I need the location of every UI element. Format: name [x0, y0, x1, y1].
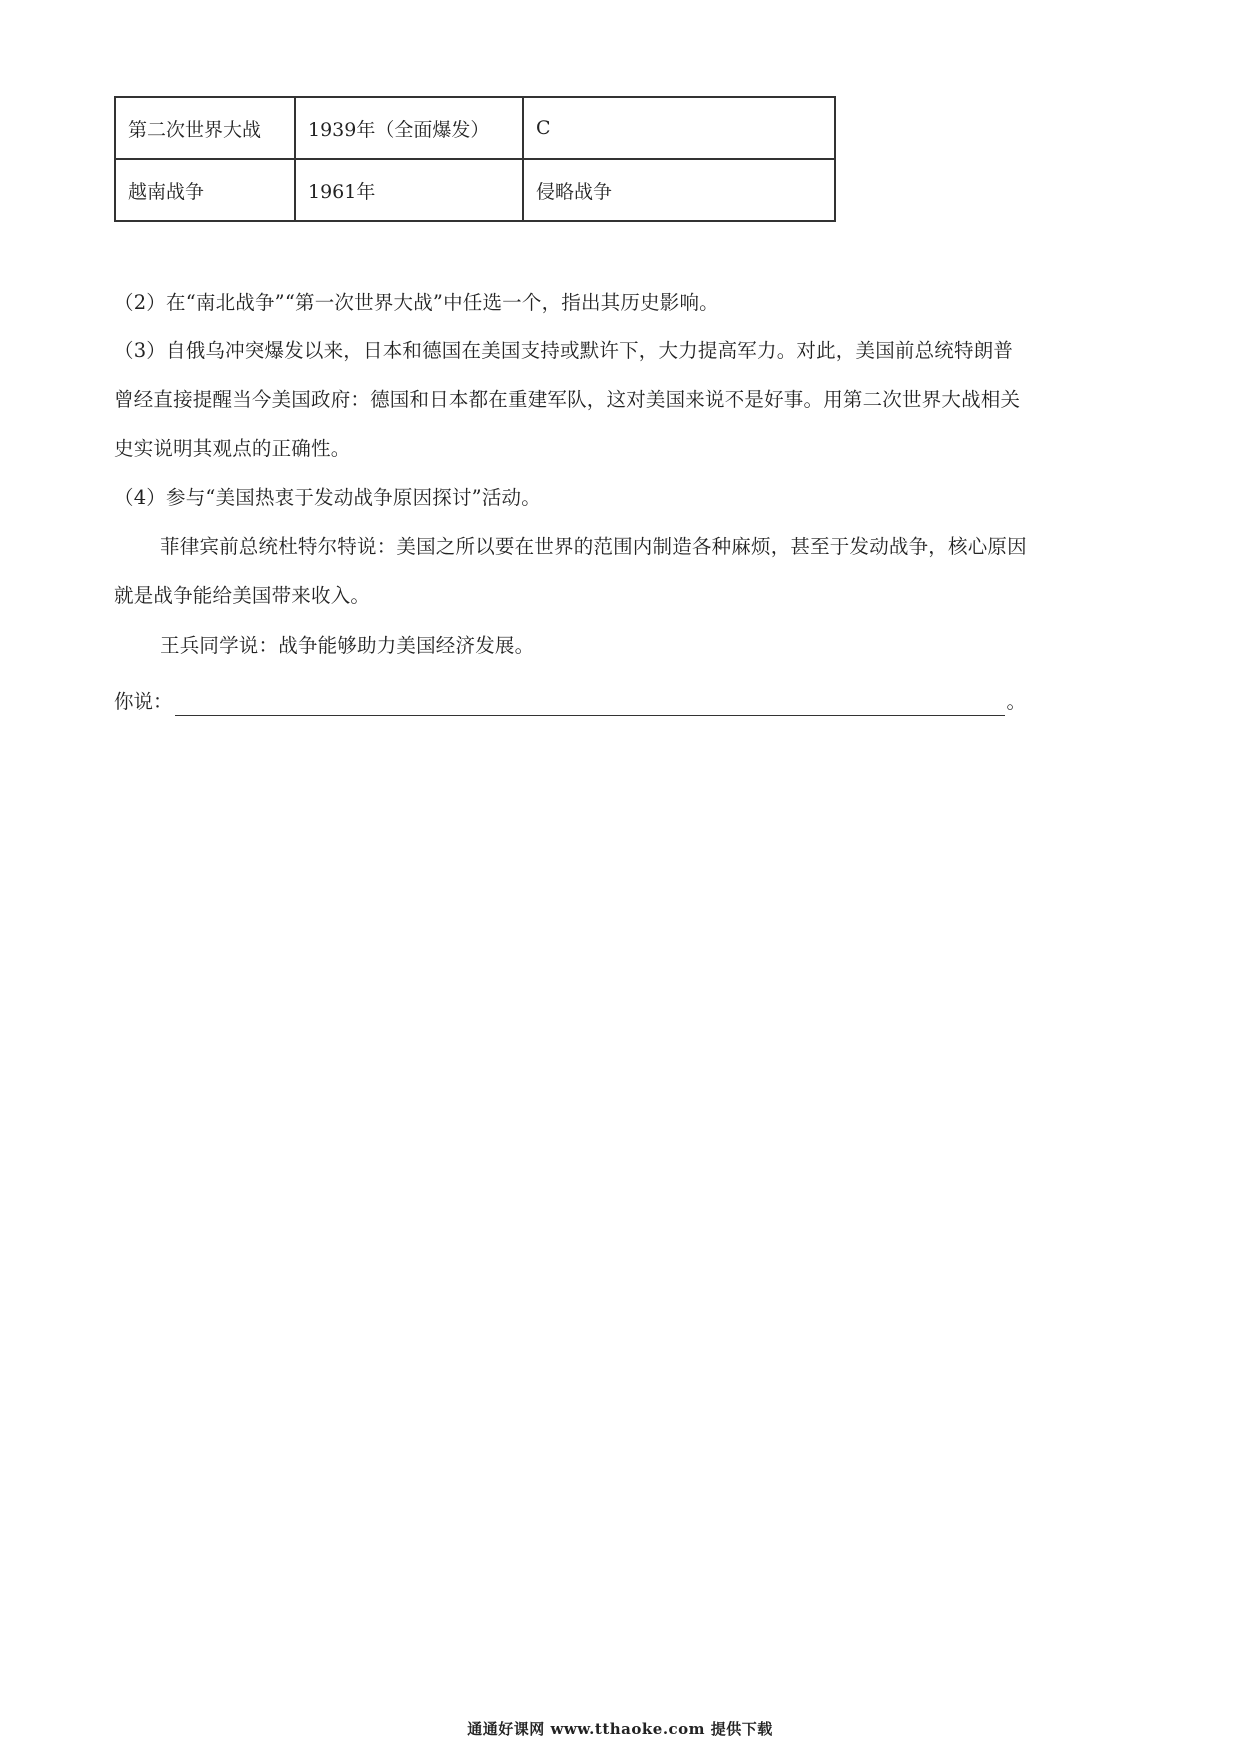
question-3-line-1: （3）自俄乌冲突爆发以来，日本和德国在美国支持或默许下，大力提高军力。对此，美国前总统特朗普: [114, 339, 1014, 362]
quote-wangbing: 王兵同学说：战争能够助力美国经济发展。: [160, 634, 535, 657]
quote-duterte-line-2: 就是战争能给美国带来收入。: [114, 584, 371, 607]
war-nature-cell: 侵略战争: [523, 159, 835, 221]
answer-prefix: 你说：: [114, 690, 173, 713]
answer-suffix: 。: [1006, 690, 1027, 713]
war-nature-cell: C: [523, 97, 835, 159]
war-name-cell: 越南战争: [115, 159, 295, 221]
answer-line: [114, 688, 1026, 716]
war-name-cell: 第二次世界大战: [115, 97, 295, 159]
footer-watermark: 通通好课网 www.tthaoke.com 提供下载: [467, 1720, 773, 1738]
question-2: （2）在“南北战争”“第一次世界大战”中任选一个，指出其历史影响。: [114, 291, 719, 314]
quote-duterte-line-1: 菲律宾前总统杜特尔特说：美国之所以要在世界的范围内制造各种麻烦，甚至于发动战争，核心原因: [160, 535, 1027, 558]
table-row: [115, 97, 835, 159]
war-year-cell: 1939年（全面爆发）: [295, 97, 523, 159]
war-year-cell: 1961年: [295, 159, 523, 221]
table-row: [115, 159, 835, 221]
war-table: [114, 96, 836, 222]
question-3-line-3: 史实说明其观点的正确性。: [114, 437, 351, 460]
answer-blank[interactable]: [175, 693, 1005, 716]
question-3-line-2: 曾经直接提醒当今美国政府：德国和日本都在重建军队，这对美国来说不是好事。用第二次世界大战相关: [114, 388, 1021, 411]
question-4: （4）参与“美国热衷于发动战争原因探讨”活动。: [114, 486, 541, 509]
